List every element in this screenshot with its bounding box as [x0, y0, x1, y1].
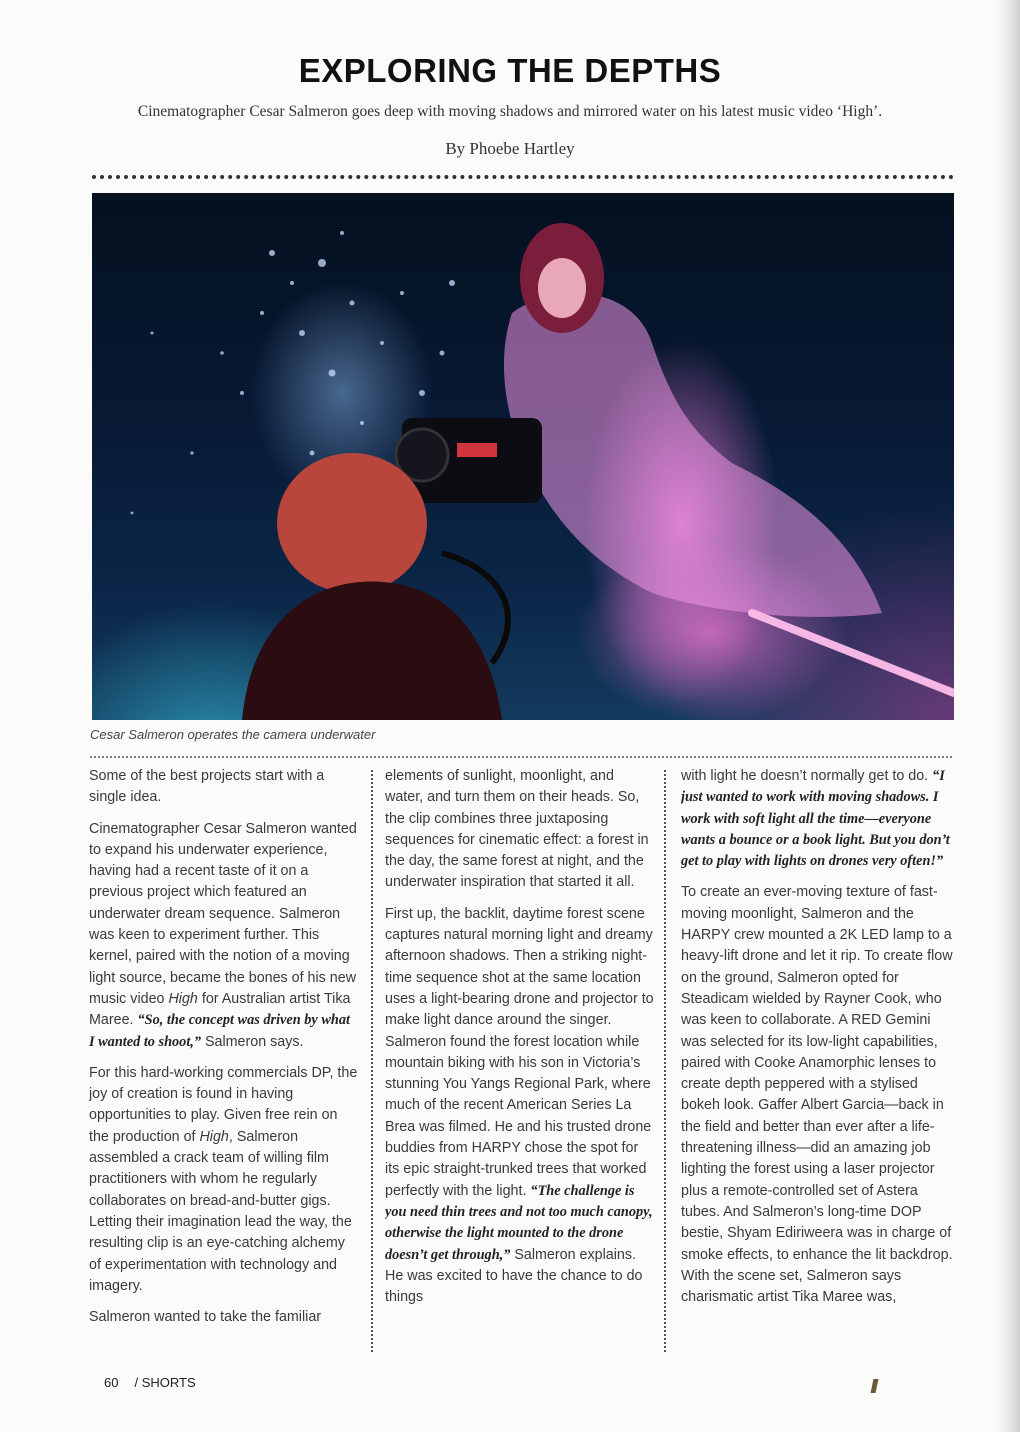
body-column-2: [385, 766, 655, 1356]
light-beam-graphic: [752, 613, 954, 693]
article-title: EXPLORING THE DEPTHS: [298, 52, 722, 89]
photo-illustration: [92, 193, 954, 720]
text-run: Salmeron explains. He was excited to have the chance to do things: [385, 1246, 643, 1306]
page-footer: [104, 1375, 196, 1390]
paragraph: [681, 766, 953, 872]
pull-quote: “So, the concept was driven by what I wanted to shoot,”: [89, 1012, 350, 1050]
text-run: First up, the backlit, daytime forest scene captures natural morning light and dreamy afternoon shadows. Then a striking night-time sequence shot at the same location uses a light-bearing drone and projector to make light dance around the singer. Salmeron found the forest location while mountain biking with his son in Victoria’s stunning You Yangs Regional Park, where much of the recent American Series La Brea was filmed. He and his trusted drone buddies from HARPY chose the spot for its epic straight-trunked trees that worked perfectly with the light.: [385, 905, 654, 1199]
paragraph: To create an ever-moving texture of fast-moving moonlight, Salmeron and the HARPY crew mounted a 2K LED lamp to a heavy-lift drone and let it rip. To create flow on the ground, Salmeron opted for Steadicam wielded by Rayner Cook, who was keen to collaborate. A RED Gemini was selected for its low-light capabilities, paired with Cooke Anamorphic lenses to create depth peppered with a stylised bokeh look. Gaffer Albert Garcia—back in the field and better than ever after a life-threatening illness—did an amazing job lighting the forest using a laser projector plus a remote-controlled set of Astera tubes. And Salmeron’s long-time DOP bestie, Shyam Ediriweera was in charge of smoke effects, to enhance the lit backdrop. With the scene set, Salmeron says charismatic artist Tika Maree was,: [681, 884, 953, 1306]
paragraph: elements of sunlight, moonlight, and water, and turn them on their heads. So, the clip combines three juxtaposing sequences for cinematic effect: a forest in the day, the same forest at night, and the underwater inspiration that started it all.: [385, 768, 649, 891]
text-run: Cinematographer Cesar Salmeron wanted to expand his underwater experience, having had a recent taste of it on a previous project which featured an underwater dream sequence. Salmeron was keen to experiment further. This kernel, paired with the notion of a moving light source, became the bones of his new music video: [89, 820, 357, 1007]
dotted-divider-top: [92, 175, 954, 179]
article-byline: By Phoebe Hartley: [445, 139, 575, 158]
diver-head-graphic: [277, 453, 427, 593]
face-graphic: [538, 258, 586, 318]
camera-display-graphic: [457, 443, 497, 457]
video-title-italic: High: [168, 990, 198, 1007]
column-separator-2: [664, 770, 666, 1352]
dotted-divider-caption: [90, 756, 952, 758]
text-run: Salmeron says.: [201, 1033, 304, 1050]
paragraph: Salmeron wanted to take the familiar: [89, 1309, 322, 1326]
section-name: / SHORTS: [134, 1375, 196, 1390]
pull-quote: “The challenge is you need thin trees and not too much canopy, otherwise the light mounted to the drone doesn’t get through,”: [385, 1182, 653, 1263]
article-subtitle: Cinematographer Cesar Salmeron goes deep with moving shadows and mirrored water on his latest music video ‘High’.: [137, 103, 883, 120]
body-column-1: [89, 766, 359, 1356]
dress-graphic: [504, 293, 882, 617]
column-separator-1: [371, 770, 373, 1352]
paragraph: [385, 904, 655, 1309]
page-spine-shadow: [996, 0, 1020, 1432]
text-run: for Australian artist Tika Maree.: [89, 990, 351, 1029]
text-run: , Salmeron assembled a crack team of willing film practitioners with whom he regularly collaborates on bread-and-butter gigs. Letting their imagination lead the way, the resulting clip is an eye-catching alchemy of experimentation with technology and imagery.: [89, 1128, 352, 1294]
paragraph: Some of the best projects start with a single idea.: [89, 768, 325, 806]
paragraph: [89, 819, 359, 1053]
paragraph: [89, 1063, 359, 1297]
photo-caption: Cesar Salmeron operates the camera underwater: [90, 727, 376, 742]
page-number: 60: [104, 1375, 119, 1390]
diver-body-graphic: [242, 582, 502, 720]
body-column-3: [681, 766, 953, 1356]
pull-quote: “I just wanted to work with moving shadows. I work with soft light all the time—everyone wants a bounce or a book light. But you don’t get to play with lights on drones very often!”: [681, 768, 950, 870]
ink-mark: [871, 1379, 879, 1393]
hero-photo-underwater-shoot: [92, 193, 954, 720]
text-run: with light he doesn’t normally get to do.: [681, 768, 933, 784]
video-title-italic: High: [199, 1128, 229, 1145]
text-run: For this hard-working commercials DP, the joy of creation is found in having opportunities to play. Given free rein on the production of: [89, 1064, 358, 1145]
